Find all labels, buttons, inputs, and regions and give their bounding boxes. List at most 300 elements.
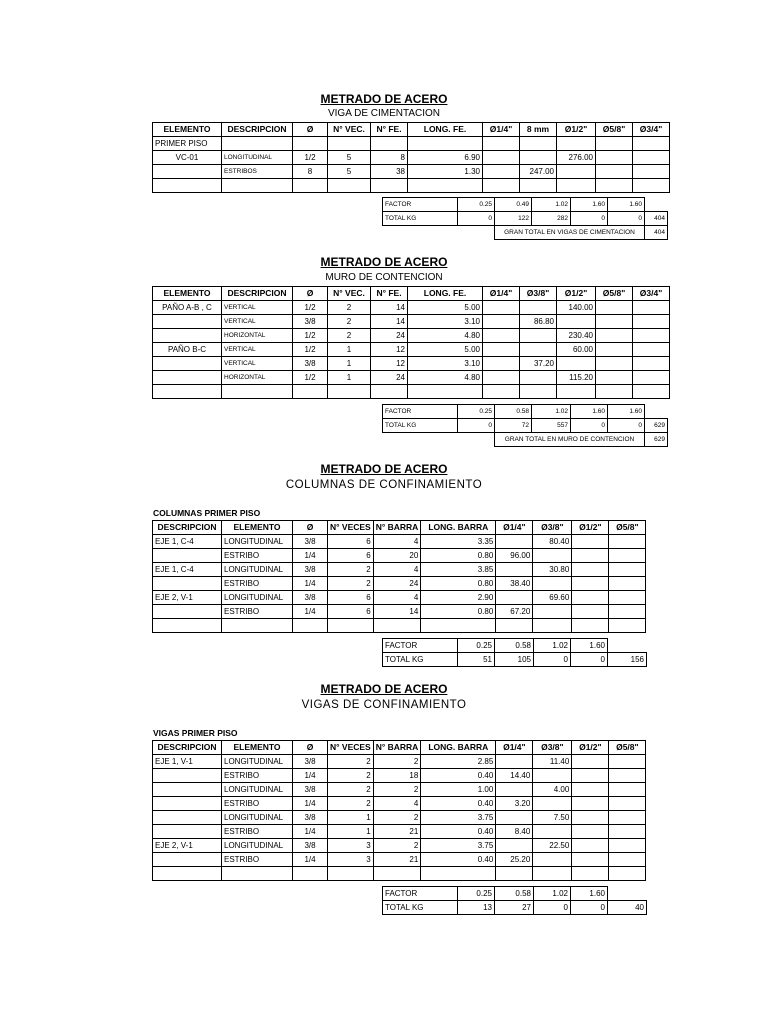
table-cell	[328, 137, 371, 151]
table-cell: 1	[328, 371, 371, 385]
section3-title: METRADO DE ACERO	[320, 462, 448, 476]
table-header-row	[153, 123, 670, 137]
table-cell: 3/8	[293, 811, 328, 825]
table-cell: 1	[328, 357, 371, 371]
table-cell: 8	[371, 151, 408, 165]
table-cell	[328, 385, 371, 399]
table-cell	[633, 343, 670, 357]
table-cell	[520, 385, 557, 399]
table-cell	[153, 357, 222, 371]
table-cell: 3.75	[421, 839, 496, 853]
grand-total-row	[383, 226, 668, 240]
table-cell: 14.40	[496, 769, 533, 783]
table-cell	[373, 867, 421, 881]
table-cell: ESTRIBO	[222, 769, 293, 783]
table-cell	[633, 329, 670, 343]
total-label: TOTAL KG	[383, 653, 458, 667]
factor-label: FACTOR	[383, 639, 458, 653]
table-cell	[572, 811, 609, 825]
table-row	[153, 357, 670, 371]
table-header-row	[153, 741, 646, 755]
total-row	[383, 419, 668, 433]
empty-cell	[458, 433, 495, 447]
table-cell	[483, 357, 520, 371]
table-cell: 0.80	[421, 605, 496, 619]
table-cell	[572, 783, 609, 797]
empty-cell	[608, 887, 647, 901]
column-header: Ø1/2"	[572, 521, 609, 535]
table-cell	[633, 357, 670, 371]
table-cell: ESTRIBO	[222, 605, 293, 619]
column-header: LONG. BARRA	[421, 521, 496, 535]
table-cell: LONGITUDINAL	[222, 811, 293, 825]
table-cell	[572, 797, 609, 811]
table-muro-contencion	[152, 286, 670, 399]
table-cell	[633, 165, 670, 179]
total-value: 105	[495, 653, 534, 667]
table-row	[153, 329, 670, 343]
table-cell	[572, 853, 609, 867]
total-value: 0	[608, 419, 645, 433]
table-cell	[153, 825, 222, 839]
factor-value: 0.25	[458, 405, 495, 419]
table-cell	[609, 811, 646, 825]
table-cell	[572, 867, 609, 881]
table-cell: 14	[371, 315, 408, 329]
table-cell	[533, 867, 572, 881]
factor-value: 0.58	[495, 405, 532, 419]
factor-value: 0.25	[458, 198, 495, 212]
column-header: Ø5/8"	[609, 521, 646, 535]
section1-subtitle: VIGA DE CIMENTACION	[327, 108, 441, 119]
table-cell: 3.10	[408, 357, 483, 371]
table-cell	[371, 385, 408, 399]
table-cell	[533, 769, 572, 783]
table-cell	[596, 165, 633, 179]
table-cell: 2	[373, 811, 421, 825]
table-cell	[609, 839, 646, 853]
table-cell	[596, 357, 633, 371]
table-cell: 24	[373, 577, 421, 591]
table-cell: EJE 1, C-4	[153, 535, 222, 549]
table-cell: 4.80	[408, 329, 483, 343]
table-cell	[421, 619, 496, 633]
total-value: 0	[571, 419, 608, 433]
table-row	[153, 301, 670, 315]
table-cell	[222, 137, 293, 151]
column-header: N° BARRA	[373, 741, 421, 755]
section4-label: VIGAS PRIMER PISO	[153, 728, 238, 738]
empty-cell	[383, 226, 458, 240]
table-cell: 2.90	[421, 591, 496, 605]
column-header: Ø5/8"	[596, 123, 633, 137]
table-cell	[557, 385, 596, 399]
table-cell	[483, 385, 520, 399]
table-cell: 38	[371, 165, 408, 179]
table-cell: 60.00	[557, 343, 596, 357]
column-header: Ø	[293, 287, 328, 301]
table-viga-cimentacion	[152, 122, 670, 193]
table-cell	[153, 371, 222, 385]
table-row	[153, 811, 646, 825]
table-cell	[222, 867, 293, 881]
table-cell	[533, 549, 572, 563]
factor-value: 1.60	[571, 639, 608, 653]
table-cell: 0.40	[421, 853, 496, 867]
table-cell	[328, 619, 374, 633]
factor-value: 0.25	[458, 639, 495, 653]
table-cell	[609, 825, 646, 839]
column-header: Ø	[293, 741, 328, 755]
table-cell	[633, 179, 670, 193]
table-cell: 22.50	[533, 839, 572, 853]
factor-label: FACTOR	[383, 198, 458, 212]
table-cell	[408, 179, 483, 193]
column-header: Ø3/8"	[533, 741, 572, 755]
table-cell: 5.00	[408, 301, 483, 315]
table-cell: 1/2	[293, 151, 328, 165]
table-cell	[609, 797, 646, 811]
table-cell	[572, 605, 609, 619]
column-header: Ø3/8"	[533, 521, 572, 535]
table-row	[153, 315, 670, 329]
table-cell: 2	[328, 755, 374, 769]
table-cell	[222, 619, 293, 633]
column-header: LONG. FE.	[408, 287, 483, 301]
table-cell	[496, 755, 533, 769]
table-cell	[153, 549, 222, 563]
table-cell: VERTICAL	[222, 343, 293, 357]
column-header: Ø	[293, 521, 328, 535]
table-cell: 3/8	[293, 357, 328, 371]
table-cell	[596, 329, 633, 343]
factor-row	[383, 887, 647, 901]
table-cell	[483, 371, 520, 385]
table-cell	[496, 839, 533, 853]
table-row	[153, 137, 670, 151]
table-cell: EJE 2, V-1	[153, 839, 222, 853]
table-cell: 3/8	[293, 839, 328, 853]
table-vigas-confinamiento	[152, 740, 646, 881]
table-cell: 5	[328, 165, 371, 179]
table-cell	[609, 563, 646, 577]
column-header: Ø3/4"	[633, 123, 670, 137]
table-cell: 3.10	[408, 315, 483, 329]
table-cell: 25.20	[496, 853, 533, 867]
table-cell	[293, 867, 328, 881]
table-cell: 2	[328, 329, 371, 343]
table-cell	[483, 329, 520, 343]
column-header: LONG. BARRA	[421, 741, 496, 755]
table-cell	[483, 151, 520, 165]
section3-subtitle: COLUMNAS DE CONFINAMIENTO	[285, 479, 483, 491]
table-cell	[533, 619, 572, 633]
table-cell: 140.00	[557, 301, 596, 315]
table-cell: 69.60	[533, 591, 572, 605]
table-cell	[557, 179, 596, 193]
column-header: Ø1/2"	[557, 123, 596, 137]
table-cell: 4	[373, 591, 421, 605]
table-cell	[153, 385, 222, 399]
section2-subtitle: MURO DE CONTENCION	[325, 272, 443, 283]
table-header-row	[153, 287, 670, 301]
table-row	[153, 343, 670, 357]
table-cell	[153, 811, 222, 825]
table-cell: 14	[371, 301, 408, 315]
table-cell	[633, 137, 670, 151]
table-cell	[371, 137, 408, 151]
table-cell	[520, 137, 557, 151]
table-cell: 3/8	[293, 755, 328, 769]
table-cell: 2.85	[421, 755, 496, 769]
table-cell: 1/4	[293, 797, 328, 811]
table-cell	[557, 165, 596, 179]
table-cell: EJE 2, V-1	[153, 591, 222, 605]
table-cell: 3/8	[293, 591, 328, 605]
column-header: N° VECES	[328, 521, 374, 535]
table-cell: 3.20	[496, 797, 533, 811]
total-label: TOTAL KG	[383, 212, 458, 226]
table-cell	[633, 151, 670, 165]
table-cell: 3.35	[421, 535, 496, 549]
table-cell	[609, 619, 646, 633]
table-cell	[572, 619, 609, 633]
table-row	[153, 839, 646, 853]
column-header: N° BARRA	[373, 521, 421, 535]
table-cell: 2	[328, 577, 374, 591]
empty-cell	[383, 433, 458, 447]
table-cell	[533, 605, 572, 619]
column-header: 8 mm	[520, 123, 557, 137]
section4-title: METRADO DE ACERO	[320, 682, 448, 696]
table-cell	[421, 867, 496, 881]
column-header: ELEMENTO	[153, 287, 222, 301]
table-cell	[609, 853, 646, 867]
table-cell	[520, 179, 557, 193]
column-header: Ø1/2"	[572, 741, 609, 755]
factor-value: 0.49	[495, 198, 532, 212]
table-cell	[496, 783, 533, 797]
table-cell: 3	[328, 853, 374, 867]
table-cell: 230.40	[557, 329, 596, 343]
factor-row	[383, 198, 668, 212]
table-cell	[572, 535, 609, 549]
table-cell: 276.00	[557, 151, 596, 165]
table-cell: HORIZONTAL	[222, 329, 293, 343]
table-cell	[572, 769, 609, 783]
table-cell: 0.80	[421, 549, 496, 563]
total-value: 282	[532, 212, 571, 226]
total-value: 0	[534, 653, 571, 667]
table-cell	[609, 769, 646, 783]
table-columnas-confinamiento	[152, 520, 646, 633]
table-row	[153, 605, 646, 619]
table-cell: ESTRIBO	[222, 825, 293, 839]
total-value: 0	[534, 901, 571, 915]
factor-value: 1.02	[532, 198, 571, 212]
table-columnas-confinamiento-totals	[382, 638, 647, 667]
table-cell	[520, 371, 557, 385]
table-cell: 3/8	[293, 783, 328, 797]
table-cell	[572, 825, 609, 839]
table-cell: LONGITUDINAL	[222, 535, 293, 549]
table-cell	[557, 137, 596, 151]
table-cell: 1.30	[408, 165, 483, 179]
table-cell	[483, 165, 520, 179]
table-cell	[496, 563, 533, 577]
table-row	[153, 577, 646, 591]
table-cell	[373, 619, 421, 633]
section3-label: COLUMNAS PRIMER PISO	[153, 508, 261, 518]
section4-subtitle: VIGAS DE CONFINAMIENTO	[301, 699, 467, 711]
grand-total-value: 404	[645, 226, 668, 240]
table-cell: 1/2	[293, 343, 328, 357]
table-cell: 1/4	[293, 605, 328, 619]
table-cell: ESTRIBO	[222, 577, 293, 591]
table-cell	[153, 315, 222, 329]
table-cell: LONGITUDINAL	[222, 755, 293, 769]
table-cell	[496, 619, 533, 633]
table-cell: 37.20	[520, 357, 557, 371]
total-value: 122	[495, 212, 532, 226]
table-cell	[596, 385, 633, 399]
table-cell: 21	[373, 853, 421, 867]
table-cell: 30.80	[533, 563, 572, 577]
table-row	[153, 179, 670, 193]
table-cell	[483, 137, 520, 151]
table-cell: HORIZONTAL	[222, 371, 293, 385]
table-cell: 2	[373, 783, 421, 797]
table-row	[153, 151, 670, 165]
column-header: LONG. FE.	[408, 123, 483, 137]
table-cell: 2	[328, 315, 371, 329]
table-cell	[408, 385, 483, 399]
table-cell: 96.00	[496, 549, 533, 563]
table-cell: LONGITUDINAL	[222, 591, 293, 605]
table-cell	[153, 619, 222, 633]
table-cell	[596, 301, 633, 315]
column-header: Ø	[293, 123, 328, 137]
total-label: TOTAL KG	[383, 901, 458, 915]
table-cell: PAÑO B-C	[153, 343, 222, 357]
table-cell	[609, 577, 646, 591]
table-viga-cimentacion-totals	[382, 197, 668, 240]
table-cell: 6	[328, 535, 374, 549]
table-cell	[153, 577, 222, 591]
empty-cell	[645, 405, 668, 419]
grand-total-label: GRAN TOTAL EN MURO DE CONTENCION	[495, 433, 645, 447]
table-cell	[533, 577, 572, 591]
total-sum: 629	[645, 419, 668, 433]
table-cell: 1/2	[293, 371, 328, 385]
table-cell: VERTICAL	[222, 301, 293, 315]
table-cell: 4	[373, 535, 421, 549]
column-header: ELEMENTO	[222, 521, 293, 535]
table-cell	[596, 137, 633, 151]
column-header: Ø1/4"	[483, 123, 520, 137]
total-value: 72	[495, 419, 532, 433]
table-cell: 1/2	[293, 301, 328, 315]
table-cell: 2	[328, 301, 371, 315]
total-value: 557	[532, 419, 571, 433]
empty-cell	[458, 226, 495, 240]
table-row	[153, 535, 646, 549]
table-cell: 6	[328, 591, 374, 605]
table-cell: ESTRIBO	[222, 853, 293, 867]
total-row	[383, 901, 647, 915]
table-cell	[371, 179, 408, 193]
table-cell	[533, 853, 572, 867]
table-muro-contencion-totals	[382, 404, 668, 447]
table-cell	[153, 605, 222, 619]
table-cell	[572, 839, 609, 853]
table-cell	[222, 385, 293, 399]
table-cell: 2	[328, 769, 374, 783]
table-cell: 21	[373, 825, 421, 839]
total-sum: 40	[608, 901, 647, 915]
table-cell	[153, 165, 222, 179]
table-row	[153, 165, 670, 179]
column-header: ELEMENTO	[222, 741, 293, 755]
table-cell	[533, 825, 572, 839]
table-cell: VERTICAL	[222, 315, 293, 329]
table-cell: 1/2	[293, 329, 328, 343]
table-row	[153, 797, 646, 811]
column-header: Ø1/4"	[496, 741, 533, 755]
table-cell	[572, 755, 609, 769]
table-cell: 2	[373, 839, 421, 853]
table-cell	[633, 385, 670, 399]
table-cell: 1/4	[293, 853, 328, 867]
section2-title: METRADO DE ACERO	[320, 255, 448, 269]
total-value: 0	[571, 212, 608, 226]
factor-row	[383, 405, 668, 419]
table-cell	[496, 867, 533, 881]
table-cell: LONGITUDINAL	[222, 151, 293, 165]
factor-value: 1.02	[534, 639, 571, 653]
total-sum: 404	[645, 212, 668, 226]
table-row	[153, 371, 670, 385]
table-cell	[596, 315, 633, 329]
table-cell	[520, 301, 557, 315]
column-header: N° FE.	[371, 123, 408, 137]
factor-row	[383, 639, 647, 653]
table-cell: 2	[328, 797, 374, 811]
table-cell	[572, 563, 609, 577]
table-cell	[609, 783, 646, 797]
table-cell	[557, 357, 596, 371]
table-cell	[153, 329, 222, 343]
table-cell	[293, 179, 328, 193]
table-cell: 24	[371, 371, 408, 385]
total-value: 27	[495, 901, 534, 915]
table-cell: EJE 1, V-1	[153, 755, 222, 769]
empty-cell	[608, 639, 647, 653]
column-header: Ø5/8"	[596, 287, 633, 301]
table-cell: 2	[328, 783, 374, 797]
factor-label: FACTOR	[383, 405, 458, 419]
table-cell: 86.80	[520, 315, 557, 329]
table-cell: 1	[328, 343, 371, 357]
table-cell	[520, 343, 557, 357]
column-header: Ø1/4"	[483, 287, 520, 301]
total-value: 0	[458, 212, 495, 226]
table-cell: 12	[371, 343, 408, 357]
table-header-row	[153, 521, 646, 535]
table-row	[153, 619, 646, 633]
table-cell: 7.50	[533, 811, 572, 825]
column-header: N° VECES	[328, 741, 374, 755]
